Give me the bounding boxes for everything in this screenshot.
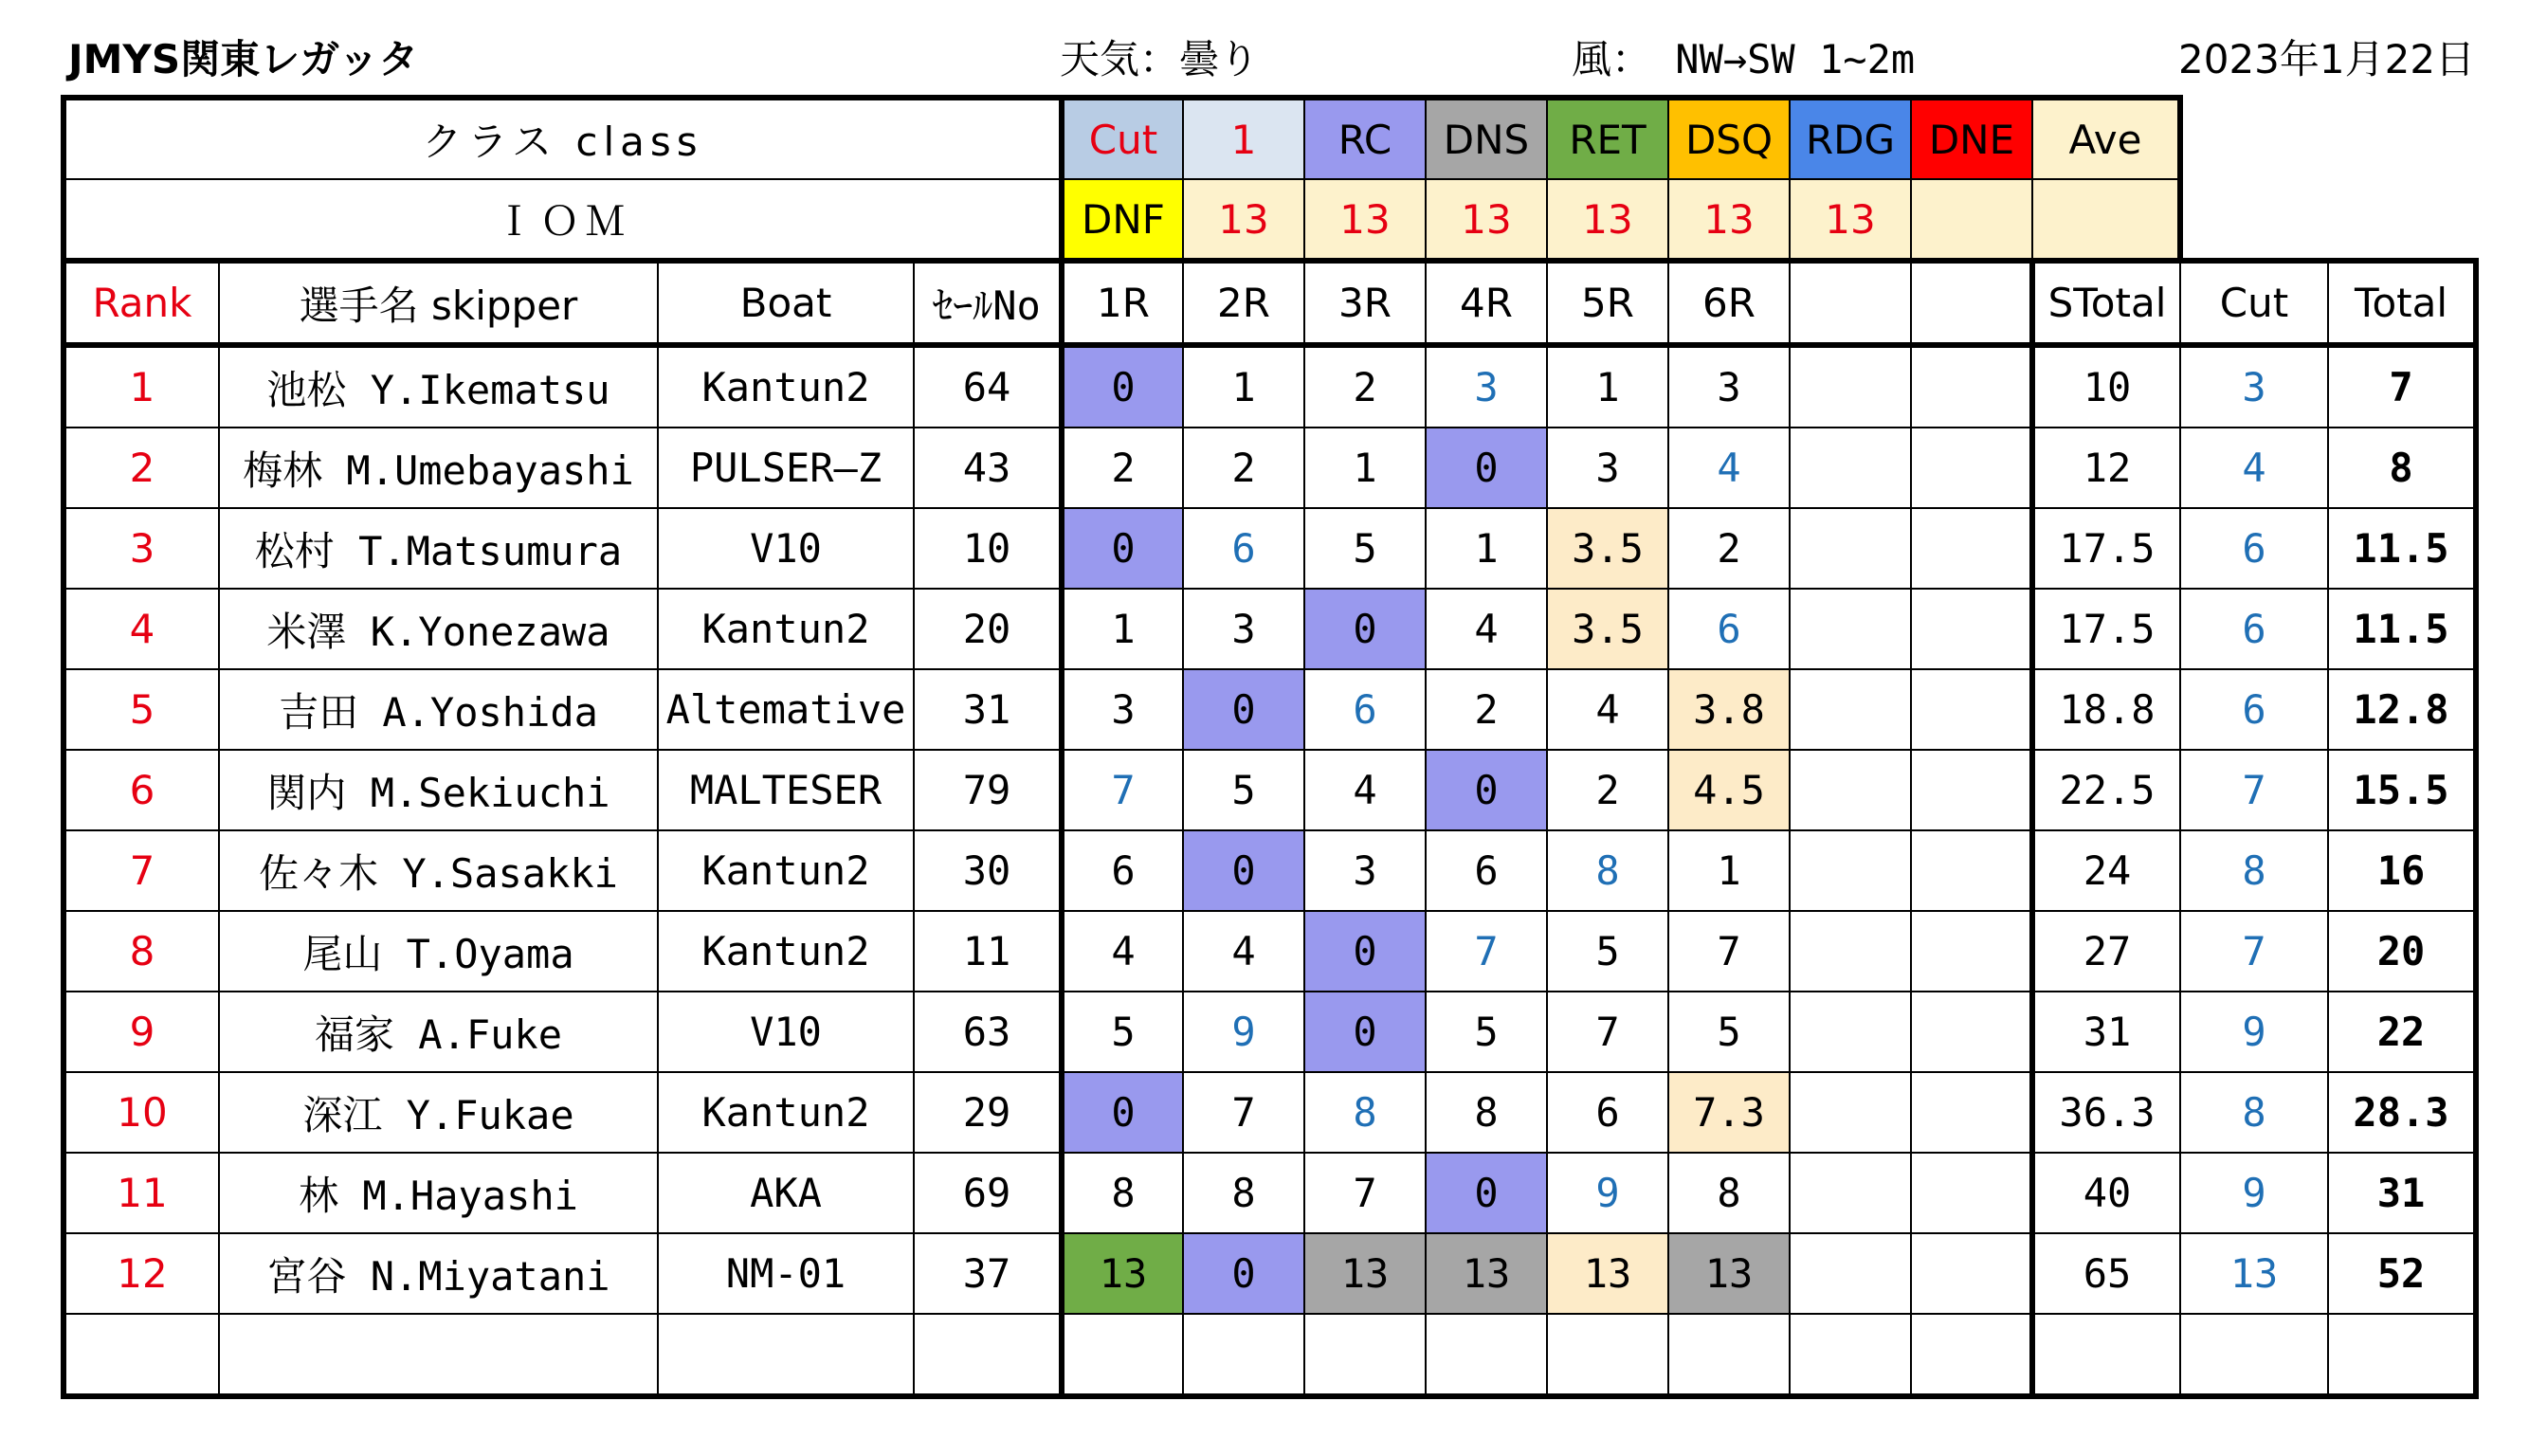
skipper-cell: 林 M.Hayashi (219, 1153, 658, 1233)
cut-cell: 8 (2180, 1072, 2328, 1153)
race-score-cell: 3 (1547, 428, 1668, 508)
race-score-cell: 0 (1062, 345, 1183, 428)
race-score-cell: 13 (1426, 1233, 1547, 1314)
rank-cell: 1 (64, 345, 219, 428)
legend-value-cut: DNF (1062, 179, 1183, 261)
race-score-cell: 2 (1426, 669, 1547, 750)
column-header: 3R (1304, 261, 1426, 345)
race-score-cell: 5 (1547, 911, 1668, 992)
legend-code-ave: Ave (2032, 98, 2180, 179)
total-cell: 15.5 (2328, 750, 2476, 830)
empty-cell (1911, 911, 2032, 992)
empty-cell (2328, 1314, 2476, 1396)
cut-cell: 7 (2180, 750, 2328, 830)
skipper-cell: 池松 Y.Ikematsu (219, 345, 658, 428)
cut-cell: 9 (2180, 1153, 2328, 1233)
column-header: ｾｰﾙNo (914, 261, 1062, 345)
race-score-cell: 3.5 (1547, 589, 1668, 669)
race-score-cell: 13 (1062, 1233, 1183, 1314)
empty-cell (1911, 669, 2032, 750)
column-header: Total (2328, 261, 2476, 345)
legend-code-1: 1 (1183, 98, 1304, 179)
race-score-cell: 8 (1426, 1072, 1547, 1153)
race-score-cell: 7 (1062, 750, 1183, 830)
boat-cell: Kantun2 (658, 589, 914, 669)
boat-cell: V10 (658, 992, 914, 1072)
empty-corner (2476, 98, 2479, 179)
empty-cell (1790, 750, 1911, 830)
legend-value-rdg: 13 (1790, 179, 1911, 261)
column-header: 4R (1426, 261, 1547, 345)
total-cell: 16 (2328, 830, 2476, 911)
stotal-cell: 24 (2032, 830, 2180, 911)
rank-cell: 4 (64, 589, 219, 669)
legend-code-ret: RET (1547, 98, 1668, 179)
event-date: 2023年1月22日 (2178, 36, 2476, 82)
stotal-cell: 31 (2032, 992, 2180, 1072)
total-cell: 8 (2328, 428, 2476, 508)
race-score-cell: 5 (1183, 750, 1304, 830)
race-score-cell: 2 (1304, 345, 1426, 428)
results-table (61, 95, 2482, 1399)
rank-cell: 12 (64, 1233, 219, 1314)
sail-number-cell: 63 (914, 992, 1062, 1072)
column-header: 2R (1183, 261, 1304, 345)
stotal-cell: 10 (2032, 345, 2180, 428)
race-score-cell: 0 (1304, 992, 1426, 1072)
boat-cell: MALTESER (658, 750, 914, 830)
race-score-cell: 0 (1304, 911, 1426, 992)
cut-cell: 13 (2180, 1233, 2328, 1314)
empty-cell (1790, 1153, 1911, 1233)
stotal-cell: 18.8 (2032, 669, 2180, 750)
race-score-cell: 9 (1547, 1153, 1668, 1233)
table-row (64, 911, 2479, 992)
race-score-cell: 8 (1304, 1072, 1426, 1153)
skipper-cell: 梅林 M.Umebayashi (219, 428, 658, 508)
race-score-cell: 4 (1062, 911, 1183, 992)
total-cell: 12.8 (2328, 669, 2476, 750)
skipper-cell: 福家 A.Fuke (219, 992, 658, 1072)
race-score-cell: 5 (1304, 508, 1426, 589)
cut-cell: 8 (2180, 830, 2328, 911)
race-score-cell: 9 (1183, 992, 1304, 1072)
legend-code-cut: Cut (1062, 98, 1183, 179)
race-score-cell: 0 (1183, 669, 1304, 750)
legend-code-dne: DNE (1911, 98, 2032, 179)
sail-number-cell: 64 (914, 345, 1062, 428)
stotal-cell: 22.5 (2032, 750, 2180, 830)
race-score-cell: 13 (1304, 1233, 1426, 1314)
column-header: 1R (1062, 261, 1183, 345)
race-score-cell: 1 (1304, 428, 1426, 508)
race-score-cell: 6 (1304, 669, 1426, 750)
table-row (64, 428, 2479, 508)
column-header: Cut (2180, 261, 2328, 345)
cut-cell: 6 (2180, 589, 2328, 669)
race-score-cell: 1 (1183, 345, 1304, 428)
empty-cell (1911, 1233, 2032, 1314)
race-score-cell: 6 (1426, 830, 1547, 911)
race-score-cell: 8 (1183, 1153, 1304, 1233)
empty-cell (1790, 830, 1911, 911)
total-cell: 11.5 (2328, 589, 2476, 669)
rank-cell: 2 (64, 428, 219, 508)
race-score-cell: 6 (1062, 830, 1183, 911)
race-score-cell: 1 (1062, 589, 1183, 669)
stotal-cell: 40 (2032, 1153, 2180, 1233)
legend-value-1: 13 (1183, 179, 1304, 261)
race-score-cell: 3 (1304, 830, 1426, 911)
sail-number-cell: 69 (914, 1153, 1062, 1233)
race-score-cell: 7 (1426, 911, 1547, 992)
sail-number-cell: 29 (914, 1072, 1062, 1153)
cut-cell: 6 (2180, 669, 2328, 750)
empty-cell (1790, 1072, 1911, 1153)
legend-header-row (64, 98, 2479, 179)
column-header (1911, 261, 2032, 345)
empty-cell (1304, 1314, 1426, 1396)
race-score-cell: 6 (1183, 508, 1304, 589)
empty-cell (1911, 589, 2032, 669)
column-header: 5R (1547, 261, 1668, 345)
empty-cell (914, 1314, 1062, 1396)
sail-number-cell: 79 (914, 750, 1062, 830)
class-value: ＩＯＭ (64, 179, 1062, 261)
race-score-cell: 5 (1668, 992, 1790, 1072)
table-row (64, 830, 2479, 911)
skipper-cell: 尾山 T.Oyama (219, 911, 658, 992)
column-header: STotal (2032, 261, 2180, 345)
race-score-cell: 3.5 (1547, 508, 1668, 589)
sail-number-cell: 20 (914, 589, 1062, 669)
boat-cell: NM-01 (658, 1233, 914, 1314)
race-score-cell: 2 (1062, 428, 1183, 508)
race-score-cell: 2 (1668, 508, 1790, 589)
empty-cell (1911, 1072, 2032, 1153)
race-score-cell: 4 (1426, 589, 1547, 669)
race-score-cell: 4 (1183, 911, 1304, 992)
sail-number-cell: 43 (914, 428, 1062, 508)
total-cell: 22 (2328, 992, 2476, 1072)
skipper-cell: 関内 M.Sekiuchi (219, 750, 658, 830)
legend-value-dsq: 13 (1668, 179, 1790, 261)
total-cell: 52 (2328, 1233, 2476, 1314)
race-score-cell: 3 (1183, 589, 1304, 669)
total-cell: 11.5 (2328, 508, 2476, 589)
empty-cell (1790, 345, 1911, 428)
total-cell: 20 (2328, 911, 2476, 992)
cut-cell: 6 (2180, 508, 2328, 589)
race-score-cell: 0 (1304, 589, 1426, 669)
race-score-cell: 6 (1547, 1072, 1668, 1153)
legend-value-ave (2032, 179, 2180, 261)
race-score-cell: 13 (1547, 1233, 1668, 1314)
empty-cell (2032, 1314, 2180, 1396)
race-score-cell: 0 (1426, 750, 1547, 830)
boat-cell: Kantun2 (658, 830, 914, 911)
class-label: クラス class (64, 98, 1062, 179)
rank-cell: 10 (64, 1072, 219, 1153)
empty-cell (1790, 992, 1911, 1072)
cut-cell: 4 (2180, 428, 2328, 508)
empty-cell (1790, 669, 1911, 750)
empty-corner (2180, 179, 2328, 261)
legend-value-row (64, 179, 2479, 261)
race-score-cell: 8 (1668, 1153, 1790, 1233)
boat-cell: PULSER―Z (658, 428, 914, 508)
cut-cell: 7 (2180, 911, 2328, 992)
legend-value-ret: 13 (1547, 179, 1668, 261)
empty-corner (2180, 98, 2328, 179)
empty-cell (1790, 428, 1911, 508)
legend-code-dsq: DSQ (1668, 98, 1790, 179)
race-score-cell: 3 (1062, 669, 1183, 750)
rank-cell: 8 (64, 911, 219, 992)
legend-value-rc: 13 (1304, 179, 1426, 261)
table-row (64, 750, 2479, 830)
empty-cell (1911, 992, 2032, 1072)
race-score-cell: 13 (1668, 1233, 1790, 1314)
empty-cell (1547, 1314, 1668, 1396)
table-row (64, 1072, 2479, 1153)
boat-cell: Kantun2 (658, 1072, 914, 1153)
empty-cell (658, 1314, 914, 1396)
legend-code-dns: DNS (1426, 98, 1547, 179)
weather-label: 天気：曇り (1060, 36, 1260, 82)
table-row (64, 589, 2479, 669)
empty-cell (1790, 508, 1911, 589)
skipper-cell: 米澤 K.Yonezawa (219, 589, 658, 669)
stotal-cell: 36.3 (2032, 1072, 2180, 1153)
empty-cell (1911, 1314, 2032, 1396)
race-score-cell: 0 (1183, 1233, 1304, 1314)
race-score-cell: 4 (1304, 750, 1426, 830)
race-score-cell: 2 (1547, 750, 1668, 830)
rank-cell: 6 (64, 750, 219, 830)
boat-cell: AKA (658, 1153, 914, 1233)
boat-cell: Kantun2 (658, 345, 914, 428)
boat-cell: Altemative (658, 669, 914, 750)
race-score-cell: 3 (1668, 345, 1790, 428)
boat-cell: V10 (658, 508, 914, 589)
empty-cell (1790, 589, 1911, 669)
column-header: Boat (658, 261, 914, 345)
empty-corner (2328, 179, 2476, 261)
legend-value-dne (1911, 179, 2032, 261)
blank-row (64, 1314, 2479, 1396)
sail-number-cell: 31 (914, 669, 1062, 750)
column-header: Rank (64, 261, 219, 345)
total-cell: 7 (2328, 345, 2476, 428)
race-score-cell: 0 (1426, 428, 1547, 508)
race-score-cell: 1 (1547, 345, 1668, 428)
cut-cell: 3 (2180, 345, 2328, 428)
column-header: 選手名 skipper (219, 261, 658, 345)
race-score-cell: 7 (1547, 992, 1668, 1072)
table-row (64, 508, 2479, 589)
rank-cell: 9 (64, 992, 219, 1072)
empty-cell (64, 1314, 219, 1396)
table-row (64, 669, 2479, 750)
empty-cell (1911, 750, 2032, 830)
skipper-cell: 深江 Y.Fukae (219, 1072, 658, 1153)
empty-cell (1062, 1314, 1183, 1396)
race-score-cell: 2 (1183, 428, 1304, 508)
table-row (64, 1153, 2479, 1233)
regatta-title: JMYS関東レガッタ (68, 36, 419, 82)
skipper-cell: 松村 T.Matsumura (219, 508, 658, 589)
empty-cell (1911, 428, 2032, 508)
empty-cell (1911, 345, 2032, 428)
skipper-cell: 佐々木 Y.Sasakki (219, 830, 658, 911)
column-header-row (64, 261, 2479, 345)
stotal-cell: 65 (2032, 1233, 2180, 1314)
race-score-cell: 8 (1062, 1153, 1183, 1233)
race-score-cell: 0 (1183, 830, 1304, 911)
empty-cell (1911, 830, 2032, 911)
empty-cell (1426, 1314, 1547, 1396)
skipper-cell: 宮谷 N.Miyatani (219, 1233, 658, 1314)
legend-code-rc: RC (1304, 98, 1426, 179)
sail-number-cell: 11 (914, 911, 1062, 992)
race-score-cell: 0 (1062, 1072, 1183, 1153)
race-score-cell: 5 (1062, 992, 1183, 1072)
rank-cell: 3 (64, 508, 219, 589)
race-score-cell: 6 (1668, 589, 1790, 669)
table-row (64, 1233, 2479, 1314)
race-score-cell: 8 (1547, 830, 1668, 911)
empty-cell (1790, 1233, 1911, 1314)
empty-cell (1911, 508, 2032, 589)
boat-cell: Kantun2 (658, 911, 914, 992)
empty-cell (1668, 1314, 1790, 1396)
race-score-cell: 3 (1426, 345, 1547, 428)
stotal-cell: 12 (2032, 428, 2180, 508)
total-cell: 28.3 (2328, 1072, 2476, 1153)
race-score-cell: 7 (1183, 1072, 1304, 1153)
table-row (64, 345, 2479, 428)
cut-cell: 9 (2180, 992, 2328, 1072)
race-score-cell: 1 (1668, 830, 1790, 911)
race-score-cell: 7.3 (1668, 1072, 1790, 1153)
rank-cell: 7 (64, 830, 219, 911)
column-header: 6R (1668, 261, 1790, 345)
table-row (64, 992, 2479, 1072)
sail-number-cell: 10 (914, 508, 1062, 589)
race-score-cell: 7 (1304, 1153, 1426, 1233)
empty-corner (2328, 98, 2476, 179)
wind-label: 風： NW→SW 1~2m (1572, 36, 1916, 82)
empty-cell (2180, 1314, 2328, 1396)
rank-cell: 11 (64, 1153, 219, 1233)
legend-value-dns: 13 (1426, 179, 1547, 261)
empty-cell (219, 1314, 658, 1396)
race-score-cell: 7 (1668, 911, 1790, 992)
total-cell: 31 (2328, 1153, 2476, 1233)
rank-cell: 5 (64, 669, 219, 750)
empty-cell (1790, 911, 1911, 992)
empty-corner (2476, 179, 2479, 261)
empty-cell (1911, 1153, 2032, 1233)
race-score-cell: 0 (1062, 508, 1183, 589)
stotal-cell: 17.5 (2032, 589, 2180, 669)
race-score-cell: 5 (1426, 992, 1547, 1072)
stotal-cell: 27 (2032, 911, 2180, 992)
sail-number-cell: 37 (914, 1233, 1062, 1314)
race-score-cell: 4 (1547, 669, 1668, 750)
skipper-cell: 吉田 A.Yoshida (219, 669, 658, 750)
race-score-cell: 4 (1668, 428, 1790, 508)
legend-code-rdg: RDG (1790, 98, 1911, 179)
column-header (1790, 261, 1911, 345)
race-score-cell: 4.5 (1668, 750, 1790, 830)
empty-cell (1790, 1314, 1911, 1396)
race-score-cell: 0 (1426, 1153, 1547, 1233)
stotal-cell: 17.5 (2032, 508, 2180, 589)
race-score-cell: 3.8 (1668, 669, 1790, 750)
race-score-cell: 1 (1426, 508, 1547, 589)
sail-number-cell: 30 (914, 830, 1062, 911)
empty-cell (1183, 1314, 1304, 1396)
